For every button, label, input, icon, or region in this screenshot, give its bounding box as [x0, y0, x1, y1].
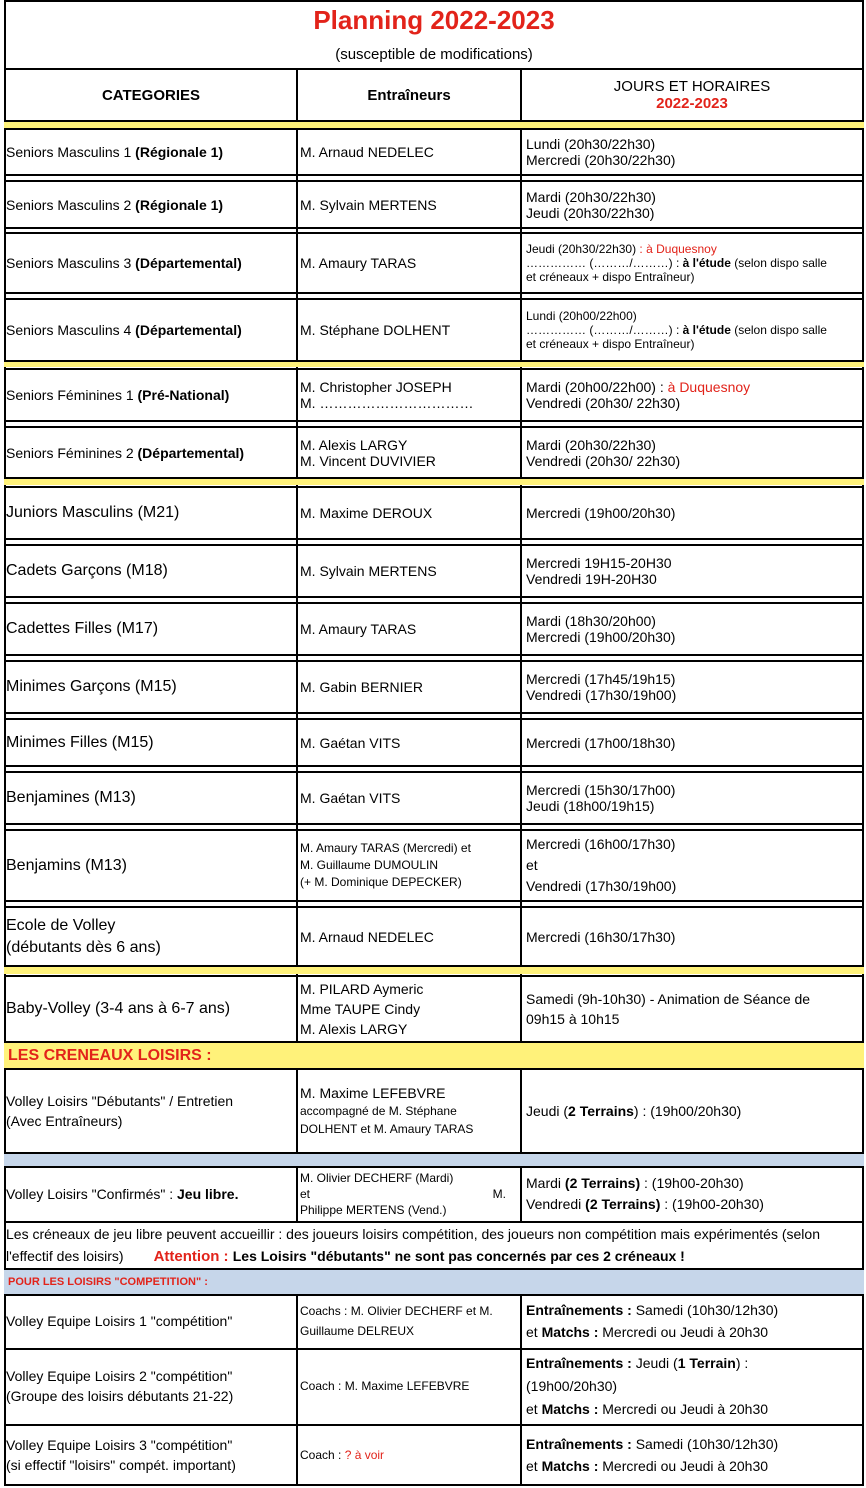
table-row-coach: M. Alexis LARGY M. Vincent DUVIVIER	[300, 436, 436, 469]
competition-section-title: POUR LES LOISIRS "COMPETITION" :	[8, 1276, 208, 1288]
table-row-category: Cadets Garçons (M18)	[6, 562, 168, 579]
table-row-schedule: Lundi (20h30/22h30) Mercredi (20h30/22h30)	[526, 136, 676, 168]
competition-row-coach: Coach : M. Maxime LEFEBVRE	[300, 1379, 470, 1393]
loisirs-row-coach: M. Maxime LEFEBVRE accompagné de M. Stéphane DOLHENT et M. Amaury TARAS	[300, 1085, 474, 1136]
table-row-category: Seniors Masculins 4 (Départemental)	[6, 322, 242, 338]
table-row-coach: M. Arnaud NEDELEC	[300, 144, 434, 160]
table-row-schedule: Mardi (20h30/22h30) Jeudi (20h30/22h30)	[526, 188, 656, 221]
competition-row-category: Volley Equipe Loisirs 2 "compétition" (Groupe des loisirs débutants 21-22)	[6, 1368, 234, 1404]
table-row-coach: M. Maxime DEROUX	[300, 505, 433, 521]
page-subtitle: (susceptible de modifications)	[335, 46, 533, 63]
table-row-coach: M. Amaury TARAS (Mercredi) et M. Guillaume DUMOULIN (+ M. Dominique DEPECKER)	[300, 841, 471, 889]
table-row-coach: M. Stéphane DOLHENT	[300, 322, 451, 338]
table-row-category: Juniors Masculins (M21)	[6, 504, 180, 521]
loisirs-section-title: LES CRENEAUX LOISIRS :	[8, 1047, 212, 1064]
competition-row-schedule: Entraînements : Samedi (10h30/12h30) et Matchs : Mercredi ou Jeudi à 20h30	[526, 1302, 779, 1340]
note-line-2: l'effectif des loisirs) Attention : Les Loisirs "débutants" ne sont pas concernés par ces 2 créneaux !	[6, 1248, 685, 1265]
competition-row-coach: Coachs : M. Olivier DECHERF et M. Guillaume DELREUX	[300, 1304, 493, 1338]
table-row-schedule: Mercredi (19h00/20h30)	[526, 505, 676, 521]
table-row-schedule: Mardi (18h30/20h00) Mercredi (19h00/20h30)	[526, 613, 676, 645]
loisirs-row-schedule: Jeudi (2 Terrains) : (19h00/20h30)	[526, 1103, 742, 1119]
table-row-schedule: Mardi (20h00/22h00) : à Duquesnoy Vendredi (20h30/ 22h30)	[526, 379, 751, 411]
table-row-category: Seniors Féminines 1 (Pré-National)	[6, 387, 230, 403]
table-row-coach: M. Gaétan VITS	[300, 790, 401, 806]
table-row-schedule: Mercredi (15h30/17h00) Jeudi (18h00/19h15)	[526, 782, 676, 814]
header-coaches: Entraîneurs	[367, 86, 451, 104]
table-row-category: Seniors Masculins 2 (Régionale 1)	[6, 196, 224, 213]
table-row-category: Minimes Filles (M15)	[6, 733, 154, 751]
header-schedule: JOURS ET HORAIRES 2022-2023	[613, 78, 771, 112]
loisirs-row-category: Volley Loisirs "Confirmés" : Jeu libre.	[6, 1185, 239, 1202]
loisirs-row-schedule: Mardi (2 Terrains) : (19h00-20h30) Vendredi (2 Terrains) : (19h00-20h30)	[526, 1174, 764, 1212]
table-row-coach: M. Amaury TARAS	[300, 255, 417, 271]
table-row-category: Seniors Féminines 2 (Départemental)	[6, 444, 245, 461]
table-row-category: Seniors Masculins 3 (Départemental)	[6, 255, 242, 271]
table-row-schedule: Mardi (20h30/22h30) Vendredi (20h30/ 22h30)	[526, 436, 681, 469]
loisirs-row-category: Volley Loisirs "Débutants" / Entretien (Avec Entraîneurs)	[6, 1093, 234, 1129]
table-row-coach: M. Gaétan VITS	[300, 734, 401, 751]
competition-row-schedule: Entraînements : Jeudi (1 Terrain) : (19h00/20h30) et Matchs : Mercredi ou Jeudi à 20h30	[526, 1354, 769, 1417]
table-row-category: Seniors Masculins 1 (Régionale 1)	[6, 144, 224, 160]
table-row-schedule: Mercredi (16h30/17h30)	[526, 928, 676, 945]
table-row-coach: M. Gabin BERNIER	[300, 679, 423, 695]
page-title: Planning 2022-2023	[313, 5, 555, 35]
table-row-schedule: Mercredi 19H15-20H30 Vendredi 19H-20H30	[526, 555, 672, 587]
table-row-coach: M. Sylvain MERTENS	[300, 196, 437, 213]
table-row-coach: M. Christopher JOSEPH M. ……………………………	[300, 379, 474, 411]
table-row-schedule: Mercredi (16h00/17h30) et Vendredi (17h30/19h00)	[526, 836, 677, 894]
table-row-category: Benjamins (M13)	[6, 856, 127, 874]
note-line-1: Les créneaux de jeu libre peuvent accueillir : des joueurs loisirs compétition, des joueurs non compétition mais expérimentés (selon	[6, 1226, 820, 1242]
table-row-coach: M. Sylvain MERTENS	[300, 563, 437, 579]
table-row-coach: M. Amaury TARAS	[300, 621, 417, 637]
table-row-category: Ecole de Volley (débutants dès 6 ans)	[6, 916, 161, 956]
table-row-schedule: Samedi (9h-10h30) - Animation de Séance de 09h15 à 10h15	[526, 991, 811, 1027]
table-row-schedule: Mercredi (17h45/19h15) Vendredi (17h30/19h00)	[526, 671, 677, 703]
table-row-schedule: Mercredi (17h00/18h30)	[526, 734, 676, 751]
competition-row-coach: Coach : ? à voir	[300, 1448, 385, 1462]
table-row-category: Minimes Garçons (M15)	[6, 678, 177, 695]
header-categories: CATEGORIES	[101, 86, 201, 104]
table-row-category: Cadettes Filles (M17)	[6, 620, 159, 637]
table-row-category: Benjamines (M13)	[6, 789, 136, 806]
table-row-schedule: Jeudi (20h30/22h30) : à Duquesnoy …………… (………/………) : à l'étude (selon dispo salle et créneaux + dispo Entraîneur)	[526, 242, 827, 284]
loisirs-row-coach: M. Olivier DECHERF (Mardi) et M. Philippe MERTENS (Vend.)	[300, 1170, 506, 1217]
competition-row-category: Volley Equipe Loisirs 1 "compétition"	[6, 1313, 233, 1329]
table-row-coach: M. Arnaud NEDELEC	[300, 928, 434, 945]
table-row-schedule: Lundi (20h00/22h00) …………… (………/………) : à l'étude (selon dispo salle et créneaux + dispo Entraîneur)	[526, 309, 827, 351]
table-row-coach: M. PILARD Aymeric Mme TAUPE Cindy M. Alexis LARGY	[300, 981, 424, 1037]
competition-row-schedule: Entraînements : Samedi (10h30/12h30) et Matchs : Mercredi ou Jeudi à 20h30	[526, 1436, 779, 1474]
competition-row-category: Volley Equipe Loisirs 3 "compétition" (si effectif "loisirs" compét. important)	[6, 1437, 236, 1473]
table-row-category: Baby-Volley (3-4 ans à 6-7 ans)	[6, 1000, 231, 1017]
